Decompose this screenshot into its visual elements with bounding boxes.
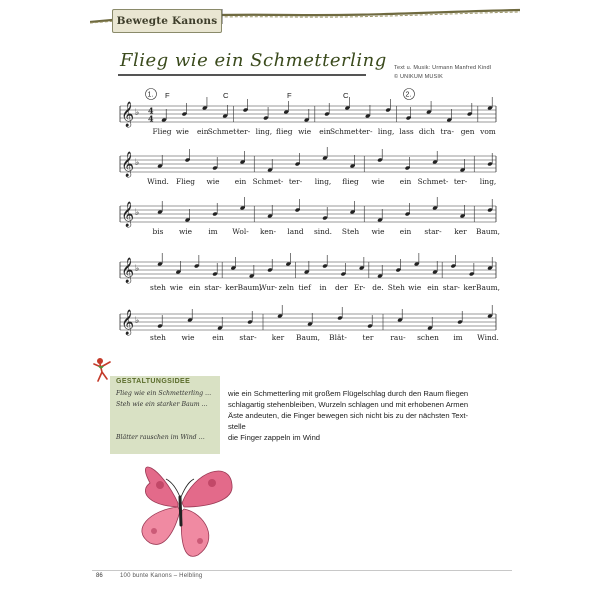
lyric-syllable: dich (418, 127, 435, 136)
idea-cue: Steh wie ein starker Baum … (116, 401, 208, 408)
staff-system-2 (120, 156, 496, 172)
lyric-syllable: wie (175, 127, 189, 136)
lyric-syllable: rau- (390, 333, 406, 342)
lyric-syllable: sind. (314, 227, 332, 236)
lyric-syllable: Baum, (237, 283, 262, 292)
lyric-syllable: ker (463, 283, 476, 292)
lyric-syllable: wie (298, 127, 312, 136)
flat-icon: ♭ (135, 316, 140, 326)
lyric-syllable: Steh (387, 283, 405, 292)
lyric-syllable: ter- (359, 127, 373, 136)
lyric-syllable: ein (399, 227, 412, 236)
treble-clef-icon: 𝄞 (121, 152, 135, 177)
lyric-syllable: star- (239, 333, 257, 342)
lyric-syllable: steh (150, 283, 166, 292)
treble-clef-icon: 𝄞 (121, 310, 135, 335)
lyric-syllable: wie (178, 227, 193, 236)
lyric-syllable: Wind. (477, 333, 499, 342)
lyric-syllable: steh (150, 333, 166, 342)
lyric-syllable: Steh (341, 227, 360, 236)
lyric-syllable: Baum, (296, 333, 320, 342)
idea-description: die Finger zappeln im Wind (228, 433, 321, 442)
lyric-syllable: wie (371, 227, 385, 236)
lyric-syllable: Schmet- (417, 177, 449, 186)
lyric-syllable: ker (454, 227, 467, 236)
lyric-syllable: ter- (453, 177, 468, 186)
lyric-syllable: star- (442, 283, 460, 292)
lyric-syllable: star- (204, 283, 222, 292)
staff-system-5 (120, 314, 496, 330)
lyric-syllable: Wind. (147, 177, 169, 186)
lyric-syllable: im (208, 227, 218, 236)
lyric-syllable: flieg (276, 127, 293, 136)
lyric-syllable: ein (399, 177, 412, 186)
idea-description: stelle (228, 422, 246, 431)
lyric-syllable: ein (234, 177, 247, 186)
gestaltungsidee-heading: GESTALTUNGSIDEE (116, 378, 191, 385)
lyric-syllable: ein (188, 283, 201, 292)
lyric-syllable: Schmet- (252, 177, 284, 186)
page-number: 86 (96, 573, 103, 579)
lyric-syllable: ling, (377, 127, 395, 136)
lyric-syllable: Schmet- (207, 127, 239, 136)
song-credits (394, 64, 514, 82)
lyric-syllable: ein (427, 283, 439, 292)
flat-icon: ♭ (135, 158, 140, 168)
flat-icon: ♭ (135, 264, 140, 274)
round-marker-1-label: 1. (147, 91, 154, 99)
lyric-syllable: land (287, 227, 304, 236)
idea-description: schlagartig stehenbleiben, Wurzeln schlagen und mit erhobenen Armen (228, 400, 469, 409)
chord-3: F (287, 91, 292, 100)
chord-4: C (343, 91, 349, 100)
lyric-syllable: schen (417, 333, 439, 342)
idea-cue: Flieg wie ein Schmetterling … (116, 390, 212, 397)
lyric-syllable: ter- (236, 127, 251, 136)
time-signature-top: 4 (148, 105, 154, 116)
lyric-syllable: Wur- (258, 283, 278, 292)
butterfly-illustration (120, 455, 240, 565)
lyric-syllable: flieg (342, 177, 359, 186)
treble-clef-icon: 𝄞 (121, 102, 135, 127)
lyric-syllable: gen (460, 127, 475, 136)
lyric-syllable: lass (399, 127, 414, 136)
treble-clef-icon: 𝄞 (121, 202, 135, 227)
lyric-syllable: wie (206, 177, 220, 186)
lyric-syllable: Flieg (152, 127, 172, 136)
lyric-syllable: in (319, 283, 327, 292)
time-signature-bottom: 4 (148, 113, 154, 124)
lyric-syllable: ter- (288, 177, 303, 186)
lyric-syllable: ein (197, 127, 209, 136)
lyric-syllable: zeln (278, 283, 295, 292)
lyric-syllable: ling, (255, 127, 273, 136)
lyric-syllable: Blät- (329, 333, 347, 342)
lyric-syllable: bis (152, 227, 164, 236)
lyric-syllable: ker (225, 283, 238, 292)
credits-authors: Text u. Musik: Urmann Manfred Kindl (394, 65, 492, 71)
lyric-syllable: tra- (440, 127, 454, 136)
lyric-syllable: ling, (314, 177, 332, 186)
lyric-syllable: vom (480, 127, 496, 136)
footer-divider (92, 570, 512, 571)
title-underline (118, 74, 366, 76)
lyric-syllable: ker (271, 333, 285, 342)
lyric-syllable: Wol- (232, 227, 249, 236)
lyric-syllable: ein (212, 333, 224, 342)
song-title: Flieg wie ein Schmetterling (120, 50, 387, 71)
lyric-syllable: Flieg (176, 177, 195, 186)
lyric-syllable: tief (298, 283, 311, 292)
idea-description: Äste andeuten, die Finger bewegen sich nicht bis zu der nächsten Text- (228, 411, 469, 420)
staff-system-3 (120, 206, 496, 222)
round-marker-2-label: 2. (405, 91, 412, 99)
lyric-syllable: wie (371, 177, 385, 186)
lyric-syllable: star- (424, 227, 442, 236)
flat-icon: ♭ (135, 108, 140, 118)
lyric-syllable: wie (169, 283, 183, 292)
lyric-syllable: im (453, 333, 463, 342)
staff-system-4 (120, 262, 496, 278)
credits-publisher: © UNIKUM MUSIK (394, 74, 444, 80)
sheet-music (110, 84, 500, 364)
lyric-syllable: ein (319, 127, 331, 136)
section-tag: Bewegte Kanons (112, 9, 222, 33)
lyric-syllable: wie (181, 333, 195, 342)
flat-icon: ♭ (135, 208, 140, 218)
chord-1: F (165, 91, 170, 100)
lyric-syllable: wie (408, 283, 422, 292)
lyric-syllable: ling, (479, 177, 497, 186)
chord-2: C (223, 91, 229, 100)
gestaltungsidee-box (110, 376, 500, 456)
round-marker-1 (146, 89, 157, 100)
lyric-syllable: der (335, 283, 348, 292)
lyric-syllable: ter (362, 333, 374, 342)
idea-cue: Blätter rauschen im Wind … (116, 434, 205, 441)
round-marker-2 (404, 89, 415, 100)
lyric-syllable: de. (372, 283, 384, 292)
lyric-syllable: Schmet- (329, 127, 361, 136)
treble-clef-icon: 𝄞 (121, 258, 135, 283)
lyric-syllable: ken- (259, 227, 277, 236)
lyric-syllable: Baum, (476, 283, 500, 292)
footer-text: 100 bunte Kanons – Helbling (120, 573, 203, 579)
lyric-syllable: Baum, (476, 227, 500, 236)
idea-description: wie ein Schmetterling mit großem Flügelschlag durch den Raum fliegen (228, 389, 469, 398)
lyric-syllable: Er- (353, 283, 366, 292)
